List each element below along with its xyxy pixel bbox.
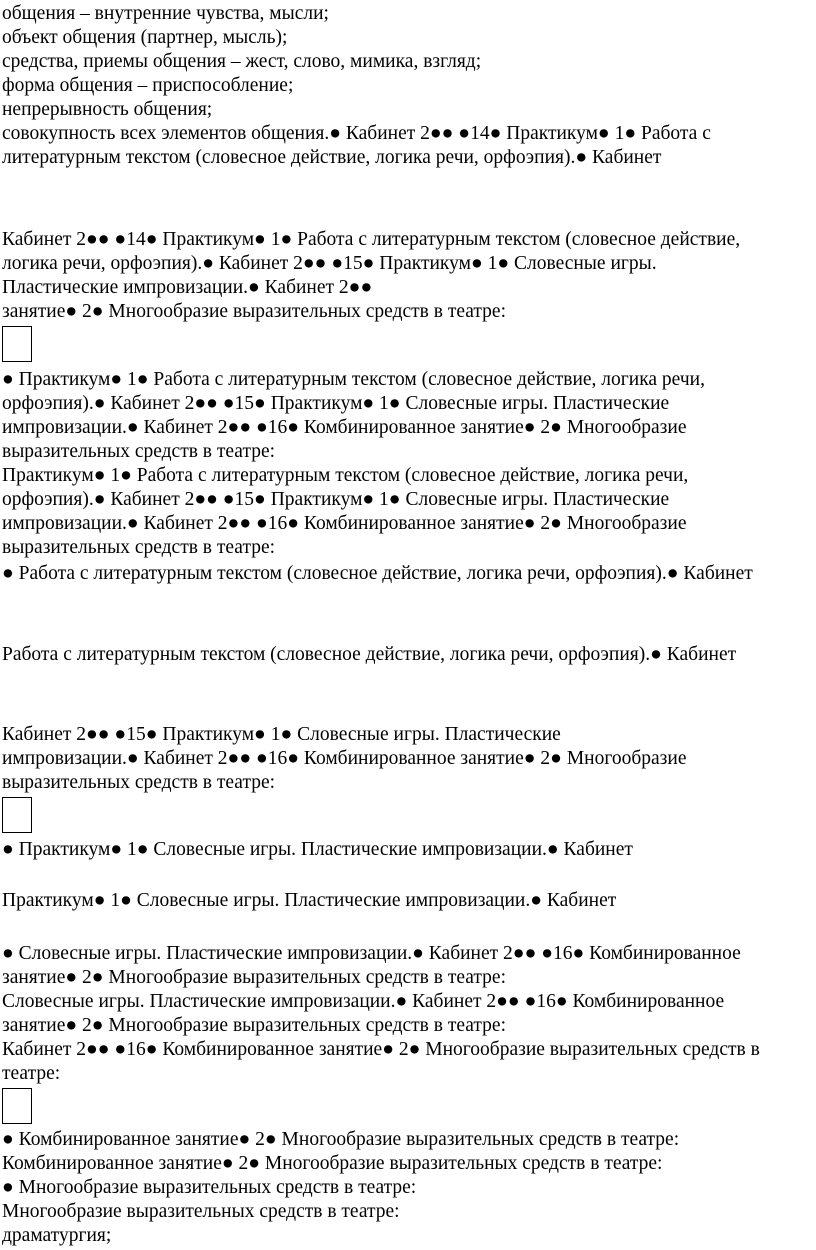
text-line: ● Работа с литературным текстом (словесное действие, логика речи, орфоэпия).● Кабинет <box>2 563 753 584</box>
text-line: Кабинет 2●● ●14● Практикум● 1● Работа с литературным текстом (словесное действие, <box>2 229 741 250</box>
text-line: Пластические импровизации.● Кабинет 2●● <box>2 277 373 298</box>
text-line: Многообразие выразительных средств в театре: <box>2 1201 400 1222</box>
text-line: Словесные игры. Пластические импровизации.● Кабинет 2●● ●16● Комбинированное <box>2 991 725 1012</box>
empty-box <box>2 326 32 362</box>
text-line: импровизации.● Кабинет 2●● ●16● Комбинированное занятие● 2● Многообразие <box>2 748 687 769</box>
text-line: Практикум● 1● Словесные игры. Пластические импровизации.● Кабинет <box>2 890 617 911</box>
text-line: театре: <box>2 1063 61 1084</box>
text-line: объект общения (партнер, мысль); <box>2 27 288 48</box>
text-line: ● Практикум● 1● Словесные игры. Пластические импровизации.● Кабинет <box>2 839 633 860</box>
empty-box <box>2 1088 32 1124</box>
text-line: непрерывность общения; <box>2 99 213 120</box>
text-line: ● Словесные игры. Пластические импровизации.● Кабинет 2●● ●16● Комбинированное <box>2 943 741 964</box>
text-line: импровизации.● Кабинет 2●● ●16● Комбинированное занятие● 2● Многообразие <box>2 417 687 438</box>
text-line: ● Практикум● 1● Работа с литературным текстом (словесное действие, логика речи, <box>2 369 705 390</box>
empty-box <box>2 797 32 833</box>
text-line: выразительных средств в театре: <box>2 537 276 558</box>
text-line: Работа с литературным текстом (словесное действие, логика речи, орфоэпия).● Кабинет <box>2 644 737 665</box>
text-line: импровизации.● Кабинет 2●● ●16● Комбинированное занятие● 2● Многообразие <box>2 513 687 534</box>
text-line: форма общения – приспособление; <box>2 75 294 96</box>
text-line: занятие● 2● Многообразие выразительных средств в театре: <box>2 1015 506 1036</box>
text-line: общения – внутренние чувства, мысли; <box>2 3 329 24</box>
text-line: литературным текстом (словесное действие, логика речи, орфоэпия).● Кабинет <box>2 147 662 168</box>
text-line: Кабинет 2●● ●15● Практикум● 1● Словесные игры. Пластические <box>2 724 561 745</box>
text-line: логика речи, орфоэпия).● Кабинет 2●● ●15● Практикум● 1● Словесные игры. <box>2 253 657 274</box>
text-line: выразительных средств в театре: <box>2 772 276 793</box>
text-line: орфоэпия).● Кабинет 2●● ●15● Практикум● 1● Словесные игры. Пластические <box>2 489 670 510</box>
text-line: Комбинированное занятие● 2● Многообразие выразительных средств в театре: <box>2 1153 663 1174</box>
text-line: драматургия; <box>2 1225 112 1246</box>
text-line: выразительных средств в театре: <box>2 441 276 462</box>
text-line: ● Комбинированное занятие● 2● Многообразие выразительных средств в театре: <box>2 1129 680 1150</box>
text-line: ● Многообразие выразительных средств в театре: <box>2 1177 417 1198</box>
text-line: совокупность всех элементов общения.● Кабинет 2●● ●14● Практикум● 1● Работа с <box>2 123 711 144</box>
text-line: Практикум● 1● Работа с литературным текстом (словесное действие, логика речи, <box>2 465 689 486</box>
text-line: средства, приемы общения – жест, слово, мимика, взгляд; <box>2 51 482 72</box>
text-line: занятие● 2● Многообразие выразительных средств в театре: <box>2 967 506 988</box>
text-line: Кабинет 2●● ●16● Комбинированное занятие● 2● Многообразие выразительных средств в <box>2 1039 760 1060</box>
text-line: орфоэпия).● Кабинет 2●● ●15● Практикум● 1● Словесные игры. Пластические <box>2 393 670 414</box>
text-line: занятие● 2● Многообразие выразительных средств в театре: <box>2 301 506 322</box>
